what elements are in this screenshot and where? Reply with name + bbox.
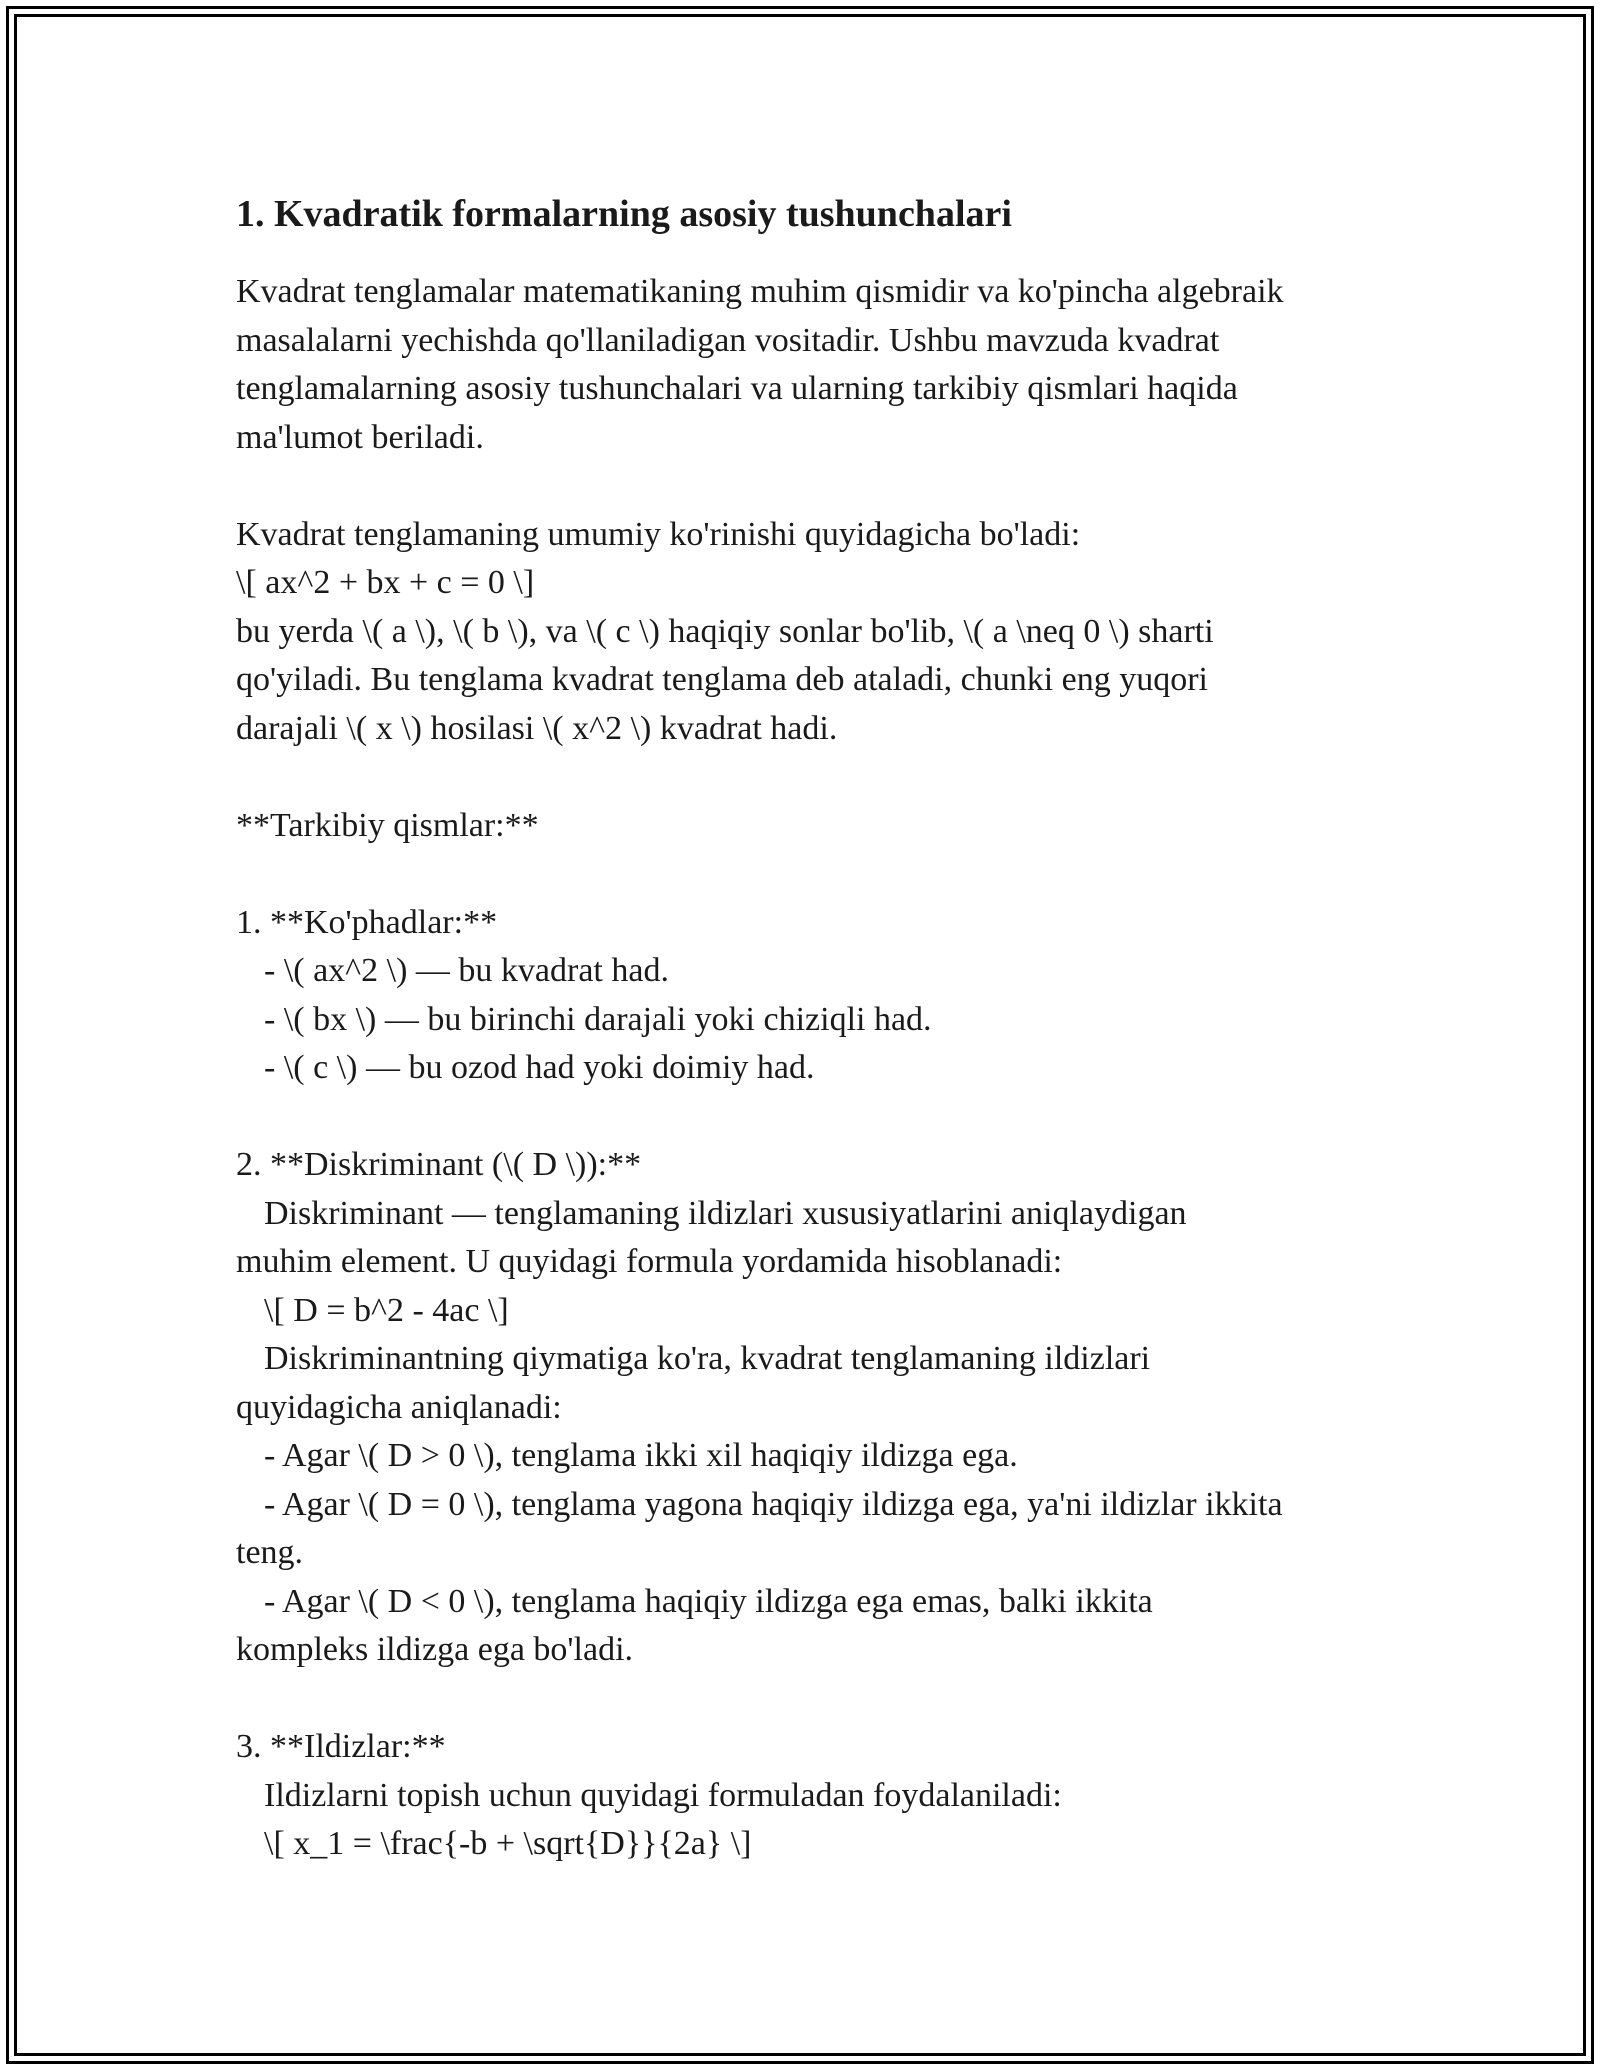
- list-heading: 3. **Ildizlar:**: [236, 1728, 446, 1765]
- intro-paragraph: [236, 268, 1386, 462]
- text-line: kompleks ildizga ega bo'ladi.: [236, 1631, 634, 1668]
- text-line: tenglamalarning asosiy tushunchalari va ularning tarkibiy qismlari haqida: [236, 370, 1238, 407]
- paragraph-gap: [236, 1093, 1386, 1142]
- equation-line: \[ ax^2 + bx + c = 0 \]: [236, 564, 535, 601]
- paragraph-gap: [236, 462, 1386, 511]
- text-line: Kvadrat tenglamalar matematikaning muhim qismidir va ko'pincha algebraik: [236, 273, 1284, 310]
- list-item: - \( c \) — bu ozod had yoki doimiy had.: [264, 1049, 815, 1086]
- list-item: - Agar \( D = 0 \), tenglama yagona haqiqiy ildizga ega, ya'ni ildizlar ikkita: [264, 1485, 1283, 1523]
- list-item: - \( bx \) — bu birinchi darajali yoki chiziqli had.: [264, 1000, 932, 1038]
- text-line: Diskriminant — tenglamaning ildizlari xususiyatlarini aniqlaydigan: [264, 1194, 1187, 1232]
- list-heading: 2. **Diskriminant (\( D \)):**: [236, 1146, 642, 1183]
- equation-line: \[ x_1 = \frac{-b + \sqrt{D}}{2a} \]: [264, 1825, 752, 1862]
- text-line: Ildizlarni topish uchun quyidagi formuladan foydalaniladi:: [264, 1776, 1062, 1814]
- section-heading: 1. Kvadratik formalarning asosiy tushunchalari: [236, 193, 1012, 235]
- section-polynomials: [236, 899, 1386, 1093]
- list-item: - Agar \( D > 0 \), tenglama ikki xil haqiqiy ildizga ega.: [264, 1437, 1018, 1474]
- components-heading: **Tarkibiy qismlar:**: [236, 806, 539, 844]
- list-item: - Agar \( D < 0 \), tenglama haqiqiy ildizga ega emas, balki ikkita: [264, 1582, 1153, 1620]
- list-heading: 1. **Ko'phadlar:**: [236, 903, 498, 941]
- text-line: teng.: [236, 1534, 304, 1571]
- text-line: ma'lumot beriladi.: [236, 418, 484, 456]
- section-discriminant: [236, 1141, 1386, 1675]
- text-line: darajali \( x \) hosilasi \( x^2 \) kvadrat hadi.: [236, 709, 838, 747]
- text-line: Kvadrat tenglamaning umumiy ko'rinishi quyidagicha bo'ladi:: [236, 515, 1081, 553]
- paragraph-gap: [236, 850, 1386, 899]
- equation-line: \[ D = b^2 - 4ac \]: [264, 1291, 509, 1329]
- text-line: quyidagicha aniqlanadi:: [236, 1388, 562, 1426]
- paragraph-gap: [236, 1675, 1386, 1724]
- list-item: - \( ax^2 \) — bu kvadrat had.: [264, 952, 669, 989]
- text-line: masalalarni yechishda qo'llaniladigan vositadir. Ushbu mavzuda kvadrat: [236, 321, 1220, 359]
- text-line: bu yerda \( a \), \( b \), va \( c \) haqiqiy sonlar bo'lib, \( a \neq 0 \) sharti: [236, 612, 1214, 650]
- section-roots: [236, 1723, 1386, 1869]
- paragraph-gap: [236, 753, 1386, 802]
- text-line: qo'yiladi. Bu tenglama kvadrat tenglama deb ataladi, chunki eng yuqori: [236, 661, 1209, 698]
- text-line: Diskriminantning qiymatiga ko'ra, kvadrat tenglamaning ildizlari: [264, 1340, 1151, 1377]
- general-form-paragraph: [236, 511, 1386, 754]
- document-body: [236, 186, 1386, 1869]
- text-line: muhim element. U quyidagi formula yordamida hisoblanadi:: [236, 1243, 1063, 1280]
